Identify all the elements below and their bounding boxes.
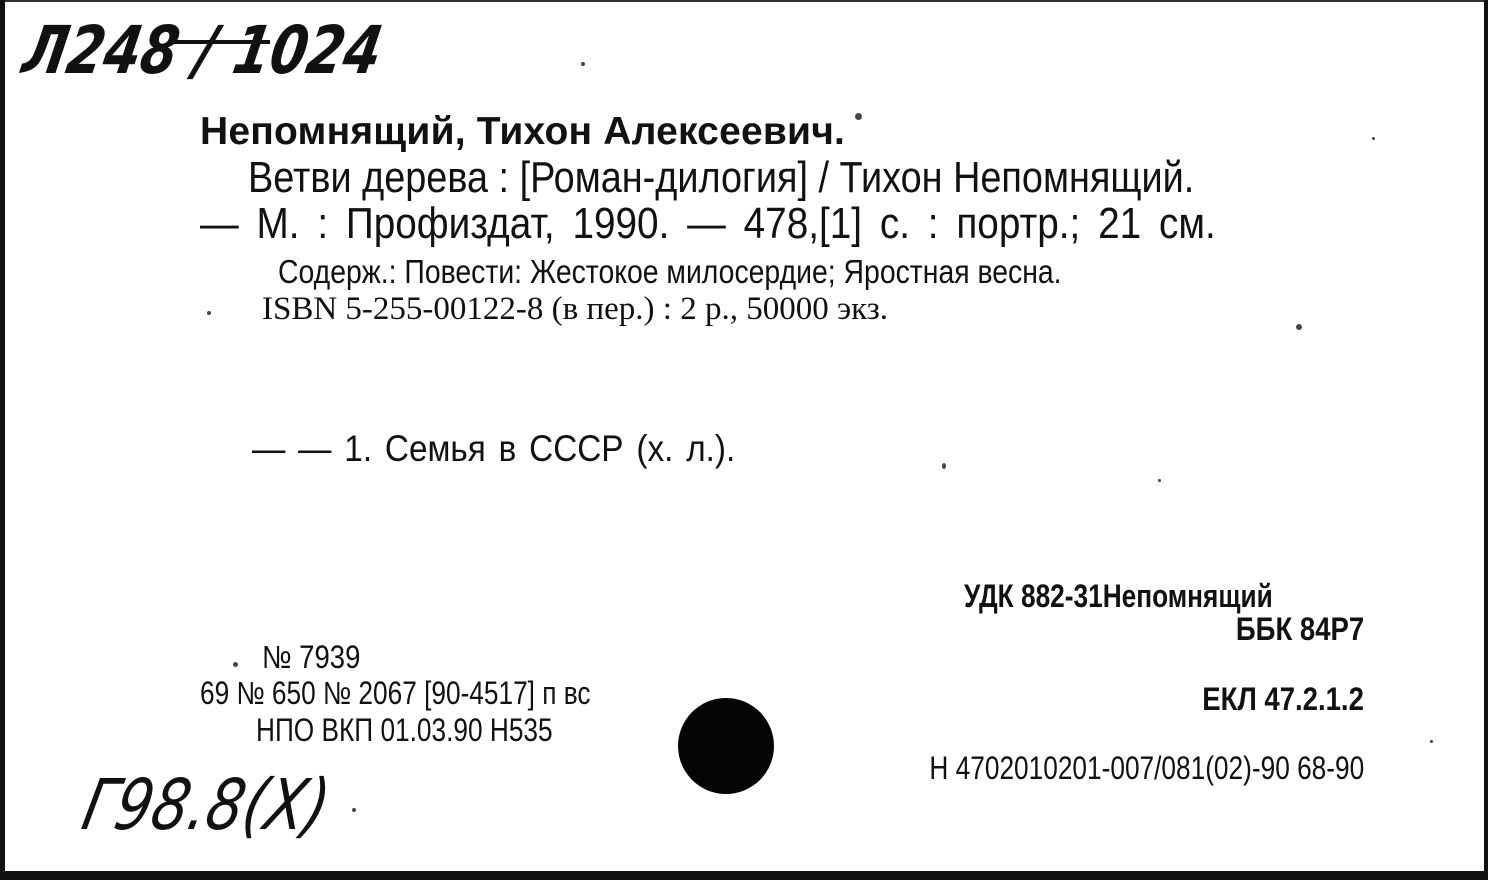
scan-speck (1372, 137, 1375, 140)
publication-code: Н 4702010201-007/081(02)-90 68-90 (929, 750, 1364, 786)
title-statement: Ветви дерева : [Роман-дилогия] / Тихон Непомнящий. (248, 153, 1195, 202)
card-right-border (1484, 0, 1488, 880)
subject-heading: — — 1. Семья в СССР (х. л.). (252, 428, 736, 469)
accession-number: № 7939 (262, 639, 361, 675)
print-run-line: 69 № 650 № 2067 [90-4517] п вс (200, 675, 591, 711)
scan-speck (207, 311, 211, 315)
scan-speck (233, 662, 238, 667)
scan-speck (855, 113, 862, 120)
isbn-note: ISBN 5-255-00122-8 (в пер.) : 2 р., 50000 экз. (262, 291, 888, 327)
imprint-statement: — М. : Профиздат, 1990. — 478,[1] с. : портр.; 21 см. (200, 199, 1216, 248)
scan-speck (581, 62, 585, 66)
card-punch-hole (678, 698, 774, 794)
scan-speck (1430, 740, 1433, 743)
author-heading: Непомнящий, Тихон Алексеевич. (200, 110, 846, 153)
card-top-edge (0, 0, 1488, 2)
handwritten-call-number: Л248 / 1024 (17, 12, 389, 89)
printer-line: НПО ВКП 01.03.90 Н535 (256, 712, 553, 748)
card-bottom-border (0, 871, 1488, 880)
scan-speck (352, 808, 356, 812)
handwritten-shelf-code: Г98.8(Х) (75, 764, 338, 846)
card-left-border (0, 0, 5, 880)
scan-speck (1158, 479, 1161, 482)
scan-speck (1296, 324, 1302, 330)
ekl-index: ЕКЛ 47.2.1.2 (1202, 681, 1364, 717)
bbk-index: ББК 84Р7 (1235, 611, 1364, 647)
udk-index: УДК 882-31Непомнящий (964, 578, 1273, 614)
scan-speck (942, 463, 946, 469)
contents-note: Содерж.: Повести: Жестокое милосердие; Яростная весна. (278, 253, 1062, 290)
